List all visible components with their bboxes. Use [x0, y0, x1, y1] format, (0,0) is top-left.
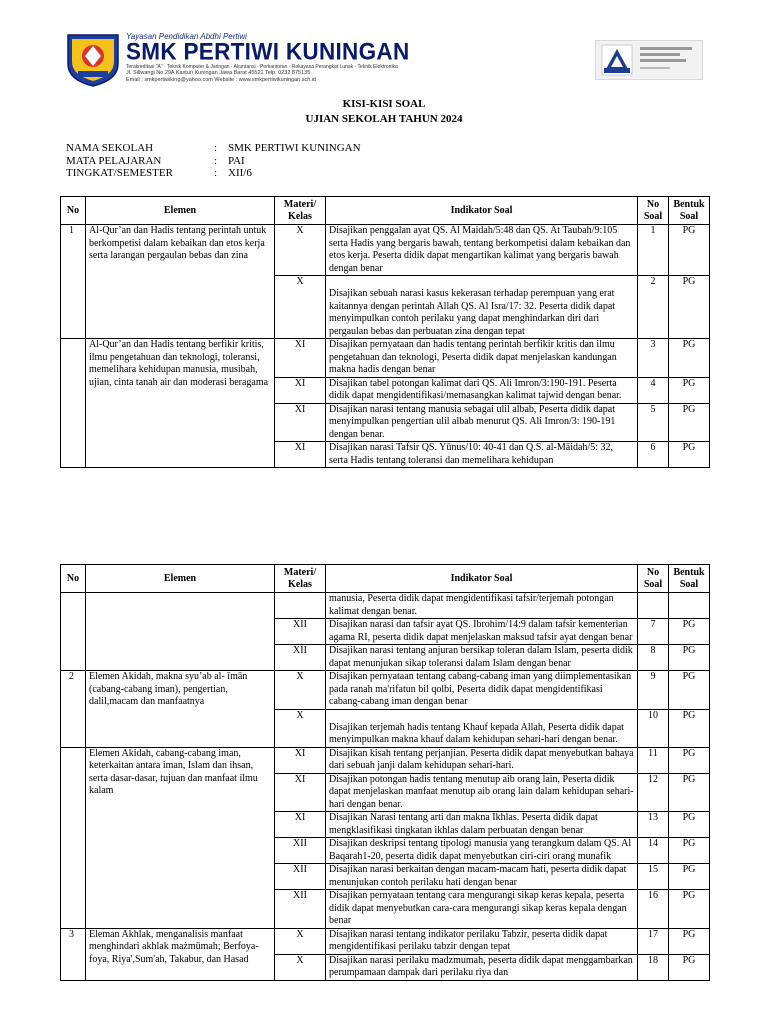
cell-indikator: Disajikan tabel potongan kalimat dari QS. Ali Imron/3:190-191. Peserta didik dapat mengidentifikasi/memasangkan kalimat tajwid dengan benar.	[326, 377, 638, 403]
cell-bentuk: PG	[669, 225, 710, 276]
cell-indikator: Disajikan terjemah hadis tentang Khauf kepada Allah, Peserta didik dapat menyimpulkan makna khauf dalam kehidupan sehari-hari dengan benar.	[326, 709, 638, 747]
cell-materi: XI	[275, 377, 326, 403]
cell-indikator: Disajikan pernyataan tentang cabang-cabang iman yang diimplementasikan pada ranah ma'rifatun bil qolbi, Peserta didik dapat mengidentifikasi cabang-cabang iman dengan benar	[326, 671, 638, 710]
cell-no-soal: 13	[638, 812, 669, 838]
header-bentuk: Bentuk Soal	[669, 197, 710, 225]
cell-materi	[275, 593, 326, 619]
cell-materi: X	[275, 954, 326, 980]
table-row	[61, 339, 710, 378]
cell-no: 1	[61, 225, 86, 339]
document-title: KISI-KISI SOAL	[342, 98, 426, 110]
table-row	[61, 671, 710, 710]
cell-bentuk: PG	[669, 645, 710, 671]
cell-no-soal: 4	[638, 377, 669, 403]
cell-indikator: Disajikan narasi Tafsir QS. Yūnus/10: 40-41 dan Q.S. al-Māidah/5: 32, serta Hadis tentang toleransi dan memelihara kehidupan	[326, 442, 638, 468]
cell-indikator: manusia, Peserta didik dapat mengidentifikasi tafsir/terjemah potongan kalimat dengan benar.	[326, 593, 638, 619]
cell-materi: XII	[275, 864, 326, 890]
meta-value: PAI	[228, 154, 245, 167]
header-no-soal: No Soal	[638, 197, 669, 225]
cell-indikator: Disajikan penggalan ayat QS. Al Maidah/5:48 dan QS. At Taubah/9:105 serta Hadis yang bergaris bawah, tentang berkompetisi dalam kebaikan dan etos kerja. Peserta didik dapat mengartikan kalimat yang bergaris bawah dengan benar	[326, 225, 638, 276]
header-no-soal: No Soal	[638, 565, 669, 593]
cell-materi: XII	[275, 838, 326, 864]
certification-logo-icon	[595, 40, 703, 80]
header-indikator: Indikator Soal	[326, 197, 638, 225]
table-row	[61, 747, 710, 773]
cell-materi: X	[275, 671, 326, 710]
cell-indikator: Disajikan pernyataan dan hadis tentang perintah berfikir kritis dan ilmu pengetahuan dan teknologi, Peserta didik dapat menjelaskan kandungan makna hadis dengan benar	[326, 339, 638, 378]
document-meta	[66, 142, 361, 180]
cell-bentuk: PG	[669, 671, 710, 710]
cell-bentuk: PG	[669, 890, 710, 929]
cell-no-soal: 11	[638, 747, 669, 773]
cell-elemen: Al-Qur’an dan Hadis tentang perintah untuk berkompetisi dalam kebaikan dan etos kerja serta larangan pergaulan bebas dan zina	[86, 225, 275, 339]
cell-bentuk: PG	[669, 954, 710, 980]
cell-no	[61, 339, 86, 468]
header-materi: Materi/ Kelas	[275, 197, 326, 225]
cell-no-soal: 6	[638, 442, 669, 468]
school-address: Jl. Siliwangi No.29A Kasturi Kuningan Jawa Barat 45521 Telp. 0232 875135	[126, 70, 311, 76]
cell-bentuk: PG	[669, 773, 710, 812]
header-no: No	[61, 565, 86, 593]
cell-indikator: Disajikan narasi perilaku madzmumah, peserta didik dapat menggambarkan perumpamaan dampak dari perilaku riya dan	[326, 954, 638, 980]
school-tagline: Terakreditasi "A" · Teknik Komputer & Jaringan · Akuntansi · Perkantoran · Rekayasa Perangkat Lunak · Teknik Elektronika	[126, 64, 398, 70]
cell-materi: X	[275, 928, 326, 954]
cell-materi: XI	[275, 403, 326, 442]
kisi-kisi-table-2	[60, 564, 710, 981]
cell-bentuk: PG	[669, 442, 710, 468]
cell-no-soal: 16	[638, 890, 669, 929]
cell-no-soal: 9	[638, 671, 669, 710]
cell-no-soal: 7	[638, 619, 669, 645]
cell-bentuk: PG	[669, 928, 710, 954]
meta-value: XII/6	[228, 167, 252, 179]
table-row	[61, 593, 710, 619]
header-no: No	[61, 197, 86, 225]
cell-no	[61, 593, 86, 671]
cell-indikator: Disajikan narasi tentang manusia sebagai ulil albab, Peserta didik dapat menyimpulkan pengertian ulil albab menurut QS. Ali Imron/3: 190-191 dengan benar.	[326, 403, 638, 442]
cell-indikator: Disajikan sebuah narasi kasus kekerasan terhadap perempuan yang erat kaitannya dengan perintah Allah QS. Al Isra/17: 32. Peserta didik dapat menyimpulkan contoh perilaku yang dapat menghindarkan diri dari pergaulan bebas dan perbuatan zina dengan tepat	[326, 276, 638, 339]
cell-no-soal: 14	[638, 838, 669, 864]
cell-elemen: Eleman Akhlak, menganalisis manfaat menghindari akhlak mażmūmah; Berfoya-foya, Riya',Sum'ah, Takabur, dan Hasad	[86, 928, 275, 980]
cell-bentuk: PG	[669, 709, 710, 747]
cell-no-soal: 3	[638, 339, 669, 378]
cell-bentuk: PG	[669, 864, 710, 890]
cell-no-soal: 2	[638, 276, 669, 339]
header-materi: Materi/ Kelas	[275, 565, 326, 593]
header-elemen: Elemen	[86, 197, 275, 225]
school-name: SMK PERTIWI KUNINGAN	[126, 38, 410, 65]
cell-no-soal: 10	[638, 709, 669, 747]
cell-bentuk: PG	[669, 619, 710, 645]
cell-indikator: Disajikan potongan hadis tentang menutup aib orang lain, Peserta didik dapat menjelaskan manfaat menutup aib orang lain dalam kehidupan sehari-hari dengan benar.	[326, 773, 638, 812]
cell-elemen: Al-Qur’an dan Hadis tentang berfikir kritis, ilmu pengetahuan dan teknologi, toleransi, memelihara kehidupan manusia, musibah, ujian, cinta tanah air dan moderasi beragama	[86, 339, 275, 468]
cell-bentuk: PG	[669, 838, 710, 864]
yayasan-name: Yayasan Pendidikan Abdhi Pertiwi	[126, 32, 247, 41]
table-row	[61, 225, 710, 276]
letterhead	[64, 32, 724, 94]
meta-row: TINGKAT/SEMESTER : XII/6	[66, 167, 252, 179]
meta-row: MATA PELAJARAN : PAI	[66, 154, 245, 167]
cell-bentuk: PG	[669, 747, 710, 773]
school-crest-icon	[64, 32, 122, 88]
cell-materi: XI	[275, 442, 326, 468]
cell-bentuk: PG	[669, 377, 710, 403]
table-header-row	[61, 565, 710, 593]
cell-bentuk: PG	[669, 339, 710, 378]
cell-no: 2	[61, 671, 86, 748]
cell-no-soal: 1	[638, 225, 669, 276]
document-subtitle: UJIAN SEKOLAH TAHUN 2024	[305, 113, 463, 125]
cell-materi: XI	[275, 812, 326, 838]
cell-indikator: Disajikan deskripsi tentang tipologi manusia yang terangkum dalam QS. Al Baqarah1-20, peserta didik dapat menyebutkan ciri-ciri orang munafik	[326, 838, 638, 864]
cell-no-soal: 15	[638, 864, 669, 890]
school-contact: Email : smkpertiwiking@yahoo.com Website : www.smkpertiwikuningan.sch.id	[126, 77, 317, 83]
meta-key: TINGKAT/SEMESTER	[66, 167, 173, 179]
cell-no-soal	[638, 593, 669, 619]
meta-row: NAMA SEKOLAH : SMK PERTIWI KUNINGAN	[66, 142, 361, 154]
school-identity	[126, 32, 496, 84]
cell-materi: X	[275, 225, 326, 276]
cell-indikator: Disajikan narasi dan tafsir ayat QS. Ibrohim/14:9 dalam tafsir kementerian agama RI, peserta didik dapat menjelaskan maksud tafsir ayat dengan benar	[326, 619, 638, 645]
header-bentuk: Bentuk Soal	[669, 565, 710, 593]
cell-elemen: Elemen Akidah, makna syu’ab al- īmān (cabang-cabang iman), pengertian, dalil,macam dan manfaatnya	[86, 671, 275, 748]
cell-no	[61, 747, 86, 928]
cell-no: 3	[61, 928, 86, 980]
cell-materi: XI	[275, 747, 326, 773]
cell-materi: XII	[275, 619, 326, 645]
cell-materi: XII	[275, 890, 326, 929]
header-indikator: Indikator Soal	[326, 565, 638, 593]
cell-materi: XI	[275, 773, 326, 812]
meta-key: NAMA SEKOLAH	[66, 142, 154, 154]
cell-no-soal: 5	[638, 403, 669, 442]
meta-value: SMK PERTIWI KUNINGAN	[228, 142, 361, 154]
cell-bentuk: PG	[669, 403, 710, 442]
table-header-row	[61, 197, 710, 225]
table-row	[61, 928, 710, 954]
kisi-kisi-table-1	[60, 196, 710, 468]
cell-materi: XI	[275, 339, 326, 378]
header-elemen: Elemen	[86, 565, 275, 593]
cell-elemen	[86, 593, 275, 671]
cell-materi: XII	[275, 645, 326, 671]
meta-key: MATA PELAJARAN	[66, 154, 162, 167]
cell-materi: X	[275, 709, 326, 747]
cell-indikator: Disajikan narasi tentang indikator perilaku Tabzir, peserta didik dapat mengidentifikasi perilaku tabzir dengan tepat	[326, 928, 638, 954]
cell-materi: X	[275, 276, 326, 339]
cell-indikator: Disajikan narasi tentang anjuran bersikap toleran dalam Islam, peserta didik dapat menunjukan sikap toleransi dalam Islam dengan benar	[326, 645, 638, 671]
cell-bentuk	[669, 593, 710, 619]
cell-indikator: Disajikan Narasi tentang arti dan makna Ikhlas. Peserta didik dapat mengklasifikasi tingkatan ikhlas dalam perbuatan dengan benar	[326, 812, 638, 838]
cell-no-soal: 18	[638, 954, 669, 980]
cell-bentuk: PG	[669, 276, 710, 339]
cell-indikator: Disajikan pernyataan tentang cara mengurangi sikap keras kepala, peserta didik dapat menyebutkan cara-cara mengurangi sikap keras kepala dengan benar	[326, 890, 638, 929]
cell-indikator: Disajikan kisah tentang perjanjian. Peserta didik dapat menyebutkan bahaya dari sebuah janji dalam kehidupan sehari-hari.	[326, 747, 638, 773]
cell-no-soal: 8	[638, 645, 669, 671]
cell-no-soal: 12	[638, 773, 669, 812]
cell-indikator: Disajikan narasi berkaitan dengan macam-macam hati, peserta didik dapat menunjukan contoh perilaku hati dengan benar	[326, 864, 638, 890]
cell-no-soal: 17	[638, 928, 669, 954]
cell-bentuk: PG	[669, 812, 710, 838]
cell-elemen: Elemen Akidah, cabang-cabang iman, keterkaitan antara iman, Islam dan ihsan, serta dasar-dasar, tujuan dan manfaat ilmu kalam	[86, 747, 275, 928]
